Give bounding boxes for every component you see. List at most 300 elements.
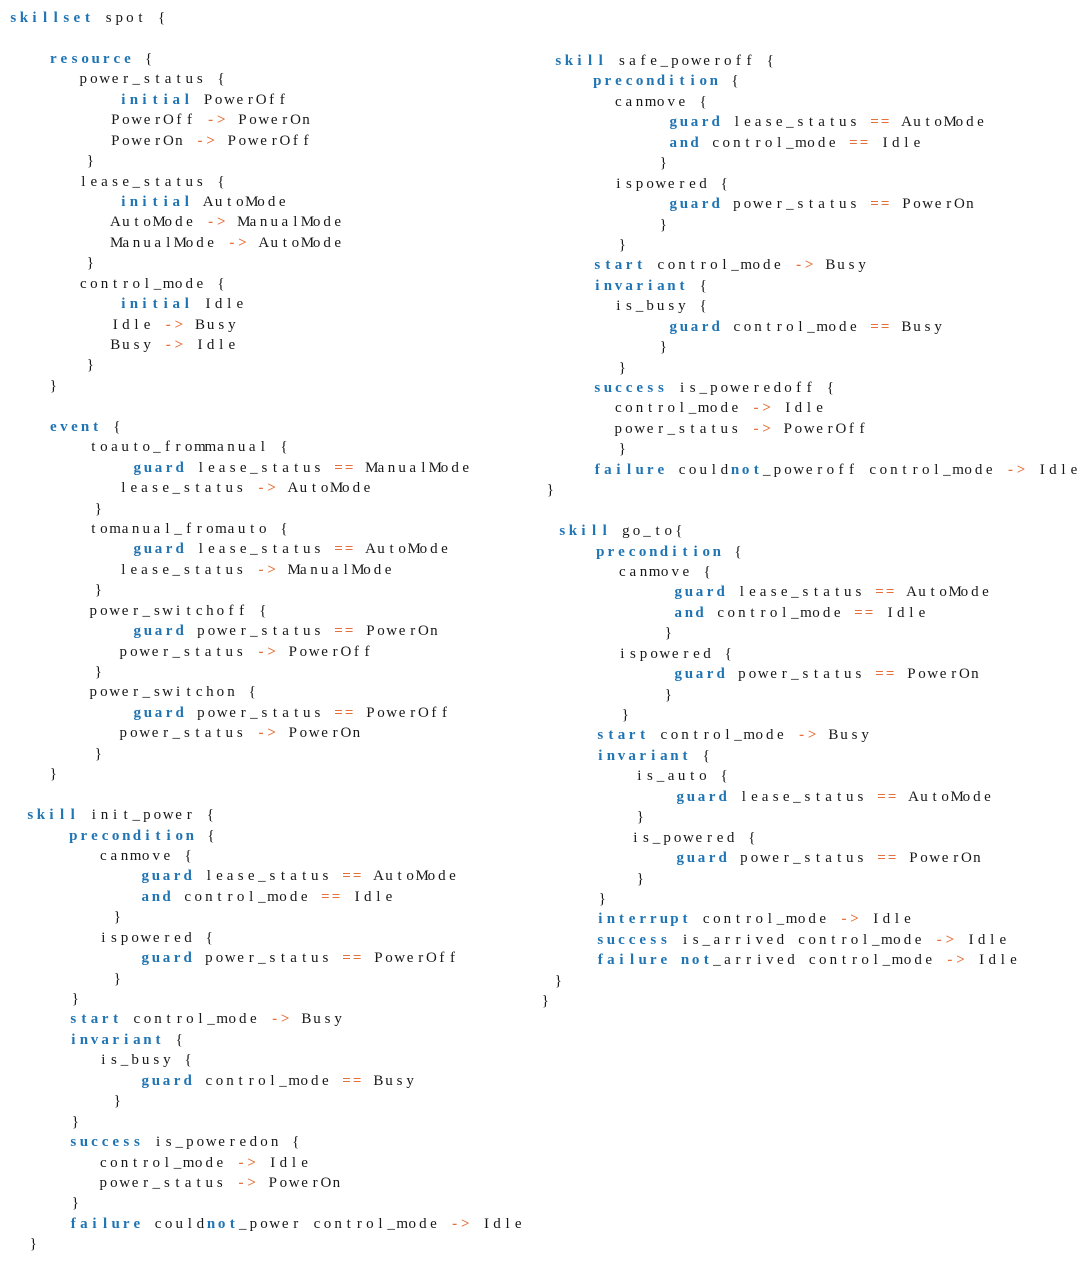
code-char: l [121,480,126,497]
code-char: d [822,604,831,621]
code-char: t [679,277,685,294]
code-char: i [121,91,126,108]
code-char: t [302,950,307,967]
code-char: > [206,132,215,149]
code-char: c [91,1134,98,1151]
code-char: s [678,420,685,437]
code-char: O [162,132,174,149]
code-char: o [808,931,816,948]
code-char [895,664,906,684]
code-char: f [279,91,285,108]
code-char: o [236,888,245,905]
code-char: d [711,196,720,213]
code-char: - [1007,461,1013,478]
code-char: s [163,1174,170,1191]
code-char: e [321,725,328,742]
code-char: g [133,459,142,476]
code-char: m [881,931,893,948]
code-char: d [718,788,727,805]
code-char: e [833,604,841,621]
code-char: = [885,666,895,683]
code-char [740,419,751,439]
code-char: c [733,318,741,335]
code-char: } [94,582,102,599]
code-char: a [162,950,171,967]
code-char: a [713,931,721,948]
code-line [0,1173,1080,1193]
code-char: d [882,911,891,928]
code-char: c [808,952,816,969]
code-char: r [706,584,714,601]
code-char: c [113,50,121,67]
code-char: _ [153,439,161,456]
code-char: e [281,1215,289,1232]
code-char: t [682,911,688,928]
code-char: o [81,50,89,67]
code-char: f [806,380,812,396]
code-char: s [236,561,243,578]
code-char: e [777,727,784,744]
code-char: s [165,1134,172,1151]
code-char: t [216,561,221,578]
code-line [0,950,1080,970]
code-char: e [772,850,779,867]
code-char: s [597,727,604,744]
code-char: s [229,459,236,476]
code-line [0,460,1080,480]
code-char: s [689,380,696,396]
code-char: - [947,952,953,969]
code-char: n [667,277,676,294]
code-char: g [674,584,683,601]
code-char: n [680,952,690,969]
code-char: a [184,1174,192,1191]
code-char: s [183,725,190,742]
code-char: s [646,768,653,785]
code-char: o [398,541,406,558]
code-char: r [649,952,657,969]
code-char: a [377,459,385,476]
code-char: e [985,461,993,478]
code-char: a [660,747,668,764]
code-char: e [982,584,989,601]
code-char: _ [120,1052,129,1069]
code-char: o [713,911,721,928]
code-char: o [722,134,731,151]
code-char: t [155,827,161,844]
code-char: = [870,196,879,213]
code-char: o [279,888,287,905]
code-char: i [145,827,150,844]
code-char: o [755,727,763,744]
code-char: { [280,520,288,537]
code-char: } [113,970,121,987]
code-char: _ [699,380,707,396]
code-char: e [650,53,657,69]
code-line [0,1214,1080,1234]
code-char [786,930,797,950]
code-char: r [102,50,110,67]
code-char: u [270,234,278,251]
code-line [0,378,1080,398]
code-char: e [1010,952,1017,969]
code-char: O [340,643,352,660]
code-line [0,296,1080,316]
code-char: > [945,931,955,948]
code-char: - [165,316,171,333]
code-char [708,766,719,786]
code-char: d [977,931,986,948]
code-char [890,317,901,337]
code-char: - [258,480,264,497]
code-char: = [334,541,343,558]
code-char: s [261,459,268,476]
code-char: o [111,827,120,844]
code-char: m [800,604,812,621]
code-char: e [462,459,470,476]
code-char: l [873,952,878,969]
code-char: t [196,1174,201,1191]
code-char: i [598,747,603,764]
code-char: l [81,173,86,190]
code-char [726,664,737,684]
code-char: P [111,112,120,129]
code-char: O [320,1174,332,1191]
code-char: d [787,952,795,969]
code-char: o [419,541,428,558]
code-char: a [674,604,683,621]
code-char: n [122,827,131,844]
code-char [290,1009,301,1029]
code-char: e [91,827,98,844]
code-char: e [236,296,244,313]
code-char: n [129,193,139,210]
code-char: I [197,337,203,353]
code-char: n [678,257,686,274]
code-char: _ [791,666,799,683]
code-char: o [249,112,257,129]
code-char: { [734,543,742,560]
code-char [439,1214,450,1234]
code-char [814,255,825,275]
code-char: a [164,173,172,190]
code-line [0,112,1080,132]
code-char: o [750,850,759,867]
code-char: n [829,952,838,969]
code-char: o [673,829,682,846]
code-char: _ [279,1072,287,1089]
code-char: u [385,868,393,885]
code-char [934,950,945,970]
code-char: p [614,420,623,437]
code-char [708,174,719,194]
code-char: - [238,1154,244,1171]
code-char: P [366,623,375,640]
code-char: t [711,420,716,437]
code-char: p [197,623,205,640]
code-char: i [577,53,582,69]
code-char: d [122,316,130,333]
code-char: s [396,1072,403,1089]
code-char: r [418,950,424,967]
code-char: O [418,623,429,640]
code-char: r [708,850,716,867]
code-char: a [154,459,163,476]
code-char: o [299,725,308,742]
code-char: o [664,523,672,540]
code-char: e [775,114,783,131]
code-char: n [966,196,974,213]
code-char: e [628,911,636,928]
code-char: c [618,563,626,580]
code-line [0,848,1080,868]
code-char: i [746,931,751,948]
code-line [0,480,1080,500]
code-char: u [151,950,161,967]
code-char: P [374,950,383,967]
code-char: m [644,93,657,110]
code-char: i [581,523,586,540]
code-char: } [71,1195,79,1212]
code-char: t [250,520,255,537]
code-char: k [19,10,29,26]
code-char: t [155,71,160,88]
code-char: a [172,91,181,108]
code-char: l [165,520,170,537]
code-char: c [101,827,109,844]
code-char: c [657,257,665,274]
code-char: e [805,461,813,478]
code-char: w [752,196,764,213]
code-char: h [206,602,214,619]
code-char: P [203,91,213,108]
code-line [0,8,1080,28]
code-char: } [71,991,79,1007]
code-char: M [300,214,315,231]
code-char: c [614,400,622,417]
code-char: e [90,173,98,190]
code-char: o [141,847,150,864]
code-line [0,1071,1080,1091]
code-char: t [346,1215,351,1232]
code-char: e [300,888,308,905]
code-char: t [229,1215,235,1232]
code-char: c [798,931,805,948]
code-char [146,8,157,28]
code-char: = [864,604,874,621]
code-char: a [669,134,678,151]
code-line [0,439,1080,459]
code-char: a [699,420,707,437]
code-char: p [69,827,78,844]
code-char: _ [153,275,162,292]
code-char: n [334,1215,342,1232]
code-char: e [301,1174,308,1191]
code-char [864,664,875,684]
code-char: g [141,950,150,967]
code-char: = [342,1072,351,1089]
code-char: c [79,275,87,292]
code-char [874,603,885,623]
code-char: { [699,93,707,110]
code-char: o [377,704,385,721]
code-char: o [819,952,827,969]
code-char: r [155,112,161,129]
code-char: p [773,461,782,478]
code-char: t [186,602,191,619]
code-char: O [255,91,267,108]
code-char: o [794,420,803,437]
code-line [0,787,1080,807]
code-char: f [439,950,445,967]
code-char [728,787,739,807]
code-char: > [850,911,859,928]
code-char: v [617,747,626,764]
code-char: e [731,400,739,417]
code-char: M [943,114,957,131]
code-char: t [841,952,847,969]
code-char: h [206,684,214,701]
code-char: c [628,543,636,560]
code-char: f [597,952,603,969]
code-char: l [291,1154,297,1171]
code-char: w [759,850,771,867]
code-char: r [356,1215,362,1232]
code-blank-line [0,501,1080,521]
code-char: d [973,788,981,805]
code-char: w [139,643,151,660]
code-line [0,235,1080,255]
code-char: m [288,1072,300,1089]
code-char: n [226,1072,234,1089]
code-char: r [714,53,720,69]
code-char: { [826,380,834,396]
code-char: t [138,10,143,26]
code-char: d [892,134,900,151]
code-char: t [175,1174,180,1191]
code-char [783,255,794,275]
code-char: d [175,459,184,476]
code-char: t [753,461,759,478]
code-char: p [249,1215,258,1232]
code-char: e [774,257,781,274]
code-char: e [693,645,700,662]
code-char: > [174,316,184,333]
code-char: t [272,459,278,476]
code-char: u [185,71,193,88]
code-char: u [377,541,385,558]
code-char: s [110,1052,117,1069]
code-char: a [629,53,636,69]
code-char: o [635,73,644,90]
code-char: o [215,1072,224,1089]
code-char: O [426,950,437,967]
code-char: a [154,234,161,251]
code-char: P [366,704,375,721]
code-char: u [846,788,854,805]
code-char: r [410,704,416,721]
code-char [666,378,677,398]
code-char: r [163,643,169,660]
code-char: u [214,193,223,210]
code-char: I [270,1154,276,1171]
code-char: l [722,257,727,274]
code-char: a [162,868,171,885]
code-char [142,1214,153,1234]
code-char [669,930,680,950]
code-char: _ [734,727,742,744]
code-char: r [155,132,161,149]
code-char: y [228,316,236,333]
code-char: r [133,684,139,701]
code-char: e [657,461,665,478]
code-char: s [10,10,17,26]
code-char: y [858,257,866,274]
code-char [897,848,908,868]
code-char: d [175,541,184,558]
code-char: e [765,196,772,213]
code-char: a [154,704,163,721]
code-char [690,746,701,766]
code-char: _ [258,868,266,885]
code-char: e [749,584,756,601]
code-char: - [799,727,805,744]
code-char: s [594,380,601,396]
code-char: o [408,1215,417,1232]
code-char: = [875,584,884,601]
code-char: n [151,888,161,905]
code-char: = [849,134,858,151]
code-char: M [950,788,964,805]
code-char: d [773,380,782,396]
code-char: _ [882,952,891,969]
code-char: s [269,868,276,885]
code-char: t [815,788,821,805]
code-char: _ [250,459,258,476]
code-char: > [174,337,184,353]
code-char: { [175,1031,183,1048]
code-char: { [292,1134,300,1151]
code-char: M [329,480,344,497]
code-char: s [857,788,864,805]
code-char: t [808,114,814,131]
code-char: a [331,561,339,578]
code-char: e [121,684,129,701]
code-char: e [904,911,911,928]
code-char: A [906,584,917,601]
code-char: e [112,1134,119,1151]
code-char: a [218,459,226,476]
code-char: l [990,931,995,948]
code-char: I [112,316,118,333]
code-char: = [880,318,890,335]
code-char: w [793,461,805,478]
code-char: d [183,1072,192,1089]
code-char: I [979,952,985,969]
code-char: t [134,214,139,231]
code-char: a [227,520,235,537]
code-char: e [229,623,236,640]
code-char [331,1071,342,1091]
code-char: d [903,931,912,948]
code-char: = [344,459,354,476]
code-char: s [797,196,804,213]
code-char: d [175,704,184,721]
code-char: a [695,584,704,601]
code-char: a [695,666,704,683]
code-char: { [217,71,225,88]
code-char: o [130,643,138,660]
